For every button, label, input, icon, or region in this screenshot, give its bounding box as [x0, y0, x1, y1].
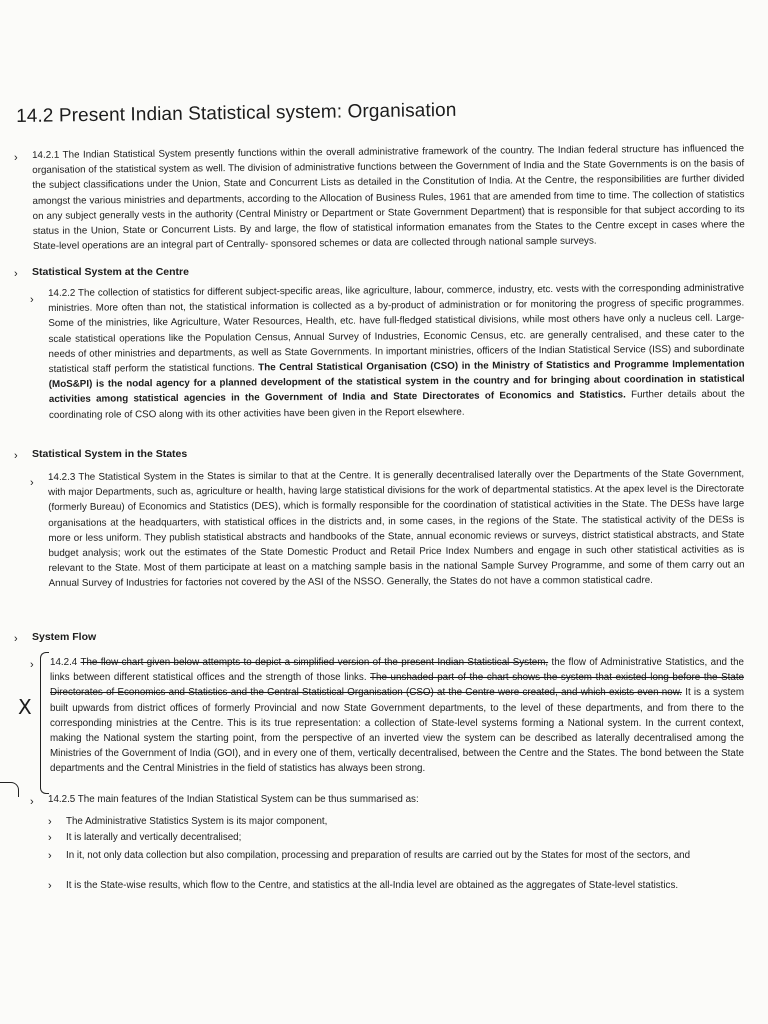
handwritten-bracket — [40, 652, 49, 794]
feature-item: In it, not only data collection but also compilation, processing and preparation of results are carried out by the States for most of the sectors, and — [66, 850, 691, 861]
paragraph-14-2-5 — [48, 792, 744, 807]
bullet-icon: › — [14, 450, 18, 462]
bullet-icon: › — [48, 880, 52, 892]
section-number: 14.2.5 — [48, 794, 76, 805]
bullet-icon: › — [30, 796, 34, 808]
paragraph-text: The Indian Statistical System presently functions within the overall administrative framework of the country. The Indian federal structure has influenced the organisation of the statistical system as well. The division of administrative functions between the Government of India and the State Governments is on the basis of the subject classifications under the Union, State and Concurrent Lists as detailed in the Constitution of India. At the Centre, the responsibilities are further divided amongst the various ministries and departments, according to the Allocation of Business Rules, 1961 that are amended from time to time. The collection of statistics on any subject generally vests in the authority (Central Ministry or Department or State Government Department) that is responsible for that subject according to its status in the Union, State or Concurrent Lists. By and large, the flow of statistical information emanates from the States to the Centre except in cases where the State-level operations are an integral part of Centrally- sponsored schemes or data are collected through national sample surveys. — [32, 143, 745, 253]
paragraph-text: The collection of statistics for different subject-specific areas, like agriculture, labour, commerce, industry, etc. vests with the corresponding administrative ministries. More often than not, the statistical information is collected as a by-product of administration or for monitoring the progress of specific programmes. Some of the ministries, like Agriculture, Water Resources, Health, etc. have full-fledged statistical divisions, while most others have only a nucleus cell. Large-scale statistical operations like the Population Census, Annual Survey of Industries, Economic Census, etc. are generally centralised, and these cater to the needs of other ministries and departments, as well as State Governments. In important ministries, officers of the Indian Statistical Service (ISS) and subordinate statistical staff perform the statistical functions. — [48, 282, 745, 376]
paragraph-text: It is a system built upwards from district offices of formerly Provincial and now State Government departments, to the level of these departments, and from there to the corresponding ministries at the Centre. This is its true representation: a collection of State-level systems forming a National system. In the current context, making the National system the starting point, from the perspective of an inverted view the system can be described as laterally decentralised among the Ministries of the Government of India (GOI), and in every one of them, vertically decentralised, between the Centre and the States. The bond between the State departments and the Central Ministries in the field of statistics has always been strong. — [50, 687, 744, 775]
paragraph-14-2-3 — [48, 466, 745, 591]
paragraph-text: Further details about the coordinating role of CSO along with its other activities have been given in the Report elsewhere. — [48, 388, 745, 421]
paragraph-14-2-2 — [48, 281, 745, 423]
paragraph-text: The main features of the Indian Statistical System can be thus summarised as: — [77, 794, 419, 805]
handwritten-hook-mark — [0, 782, 19, 797]
bullet-icon: › — [14, 152, 18, 164]
section-number: 14.2.3 — [48, 471, 76, 483]
page-title: 14.2 Present Indian Statistical system: Organisation — [16, 99, 457, 127]
heading-system-flow: System Flow — [32, 631, 97, 643]
feature-item: It is laterally and vertically decentralised; — [66, 832, 242, 843]
struck-text: The flow chart given below attempts to depict a simplified version of the present Indian Statistical System, — [80, 657, 549, 668]
bullet-icon: › — [30, 477, 34, 489]
section-number: 14.2.1 — [32, 149, 60, 161]
bullet-icon: › — [48, 850, 52, 862]
handwritten-x-mark: X — [18, 695, 32, 719]
feature-item: The Administrative Statistics System is its major component, — [66, 816, 328, 827]
bullet-icon: › — [14, 633, 18, 645]
bullet-icon: › — [14, 268, 18, 280]
bullet-icon: › — [30, 294, 34, 306]
paragraph-text: The Statistical System in the States is similar to that at the Centre. It is generally decentralised laterally over the Departments of the State Government, with major Departments, such as, agriculture or health, having large statistical divisions for the work of departmental statistics. At the apex level is the Directorate (formerly Bureau) of Economics and Statistics (DES), which is formally responsible for the coordination of statistical activities in the State. The DESs have large organisations at the headquarters, with statistical offices in the districts and, in some cases, in the regions of the State. The statistical activity of the DESs is more or less uniform. They publish statistical abstracts and handbooks of the State, annual economic reviews or surveys, district statistical abstracts, and State budget analysis; work out the estimates of the State Domestic Product and Retail Price Index Numbers and engage in such other statistical activities as is relevant to the State. Most of them participate at least on a matching sample basis in the national Sample Survey Programme, and some of them carry out an Annual Survey of Industries for factories not covered by the ASI of the NSSO. Generally, the States do not have a common statistical cadre. — [48, 468, 745, 590]
bullet-icon: › — [48, 816, 52, 828]
bullet-icon: › — [48, 832, 52, 844]
paragraph-text: the flow of Administrative Statistics, and the links between different statistical offices and the strength of those links. — [50, 657, 744, 684]
paragraph-text-bold: The Central Statistical Organisation (CSO) in the Ministry of Statistics and Programme Implementation (MoS&PI) is the nodal agency for a planned development of the statistical system in the country and for bringing about coordination in statistical activities among statistical agencies in the Government of India and State Directorates of Economics and Statistics. — [48, 358, 745, 406]
bullet-icon: › — [30, 659, 34, 671]
heading-states: Statistical System in the States — [32, 448, 188, 460]
feature-item: It is the State-wise results, which flow to the Centre, and statistics at the all-India level are obtained as the aggregates of State-level statistics. — [66, 880, 679, 891]
struck-text: The unshaded part of the chart shows the system that existed long before the State Directorates of Economics and Statistics and the Central Statistical Organisation (CSO) at the Centre were created, and which exists even now. — [50, 672, 744, 699]
section-number: 14.2.2 — [48, 287, 76, 299]
heading-centre: Statistical System at the Centre — [32, 266, 189, 278]
section-number: 14.2.4 — [50, 657, 78, 668]
paragraph-14-2-1 — [32, 141, 745, 254]
paragraph-14-2-4 — [50, 655, 744, 777]
